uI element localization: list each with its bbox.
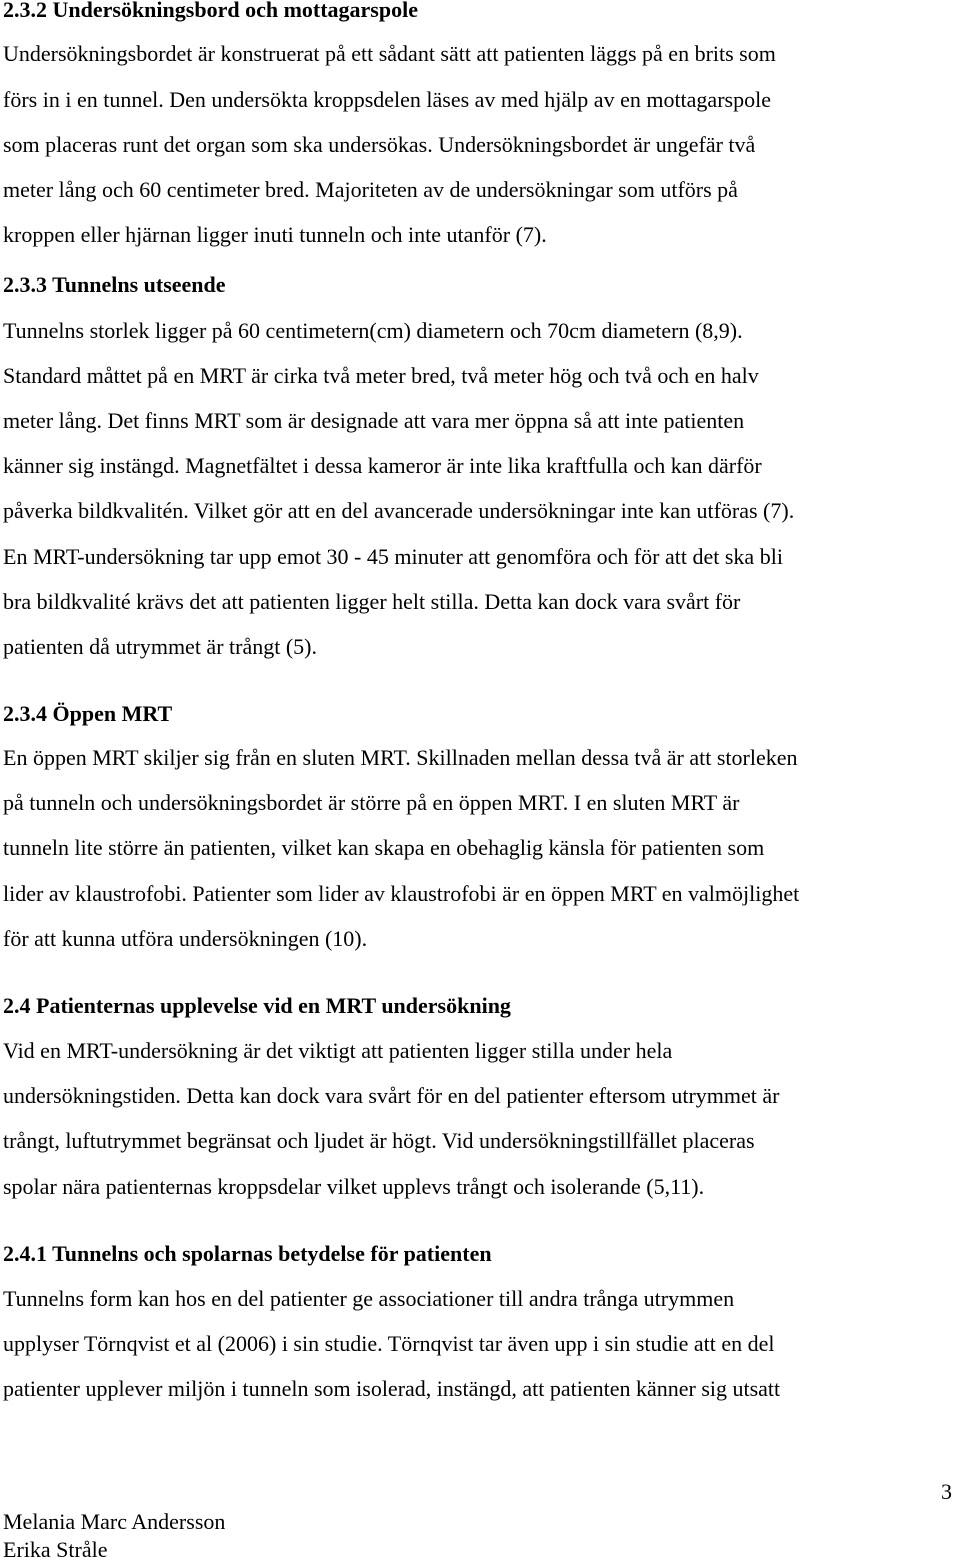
body-line: patienter upplever miljön i tunneln som isolerad, instängd, att patienten känner sig utsatt [3, 1376, 781, 1401]
heading-2-3-2: 2.3.2 Undersökningsbord och mottagarspole [3, 0, 418, 22]
body-line: känner sig instängd. Magnetfältet i dessa kameror är inte lika kraftfulla och kan därför [3, 453, 762, 478]
body-line: spolar nära patienternas kroppsdelar vilket upplevs trångt och isolerande (5,11). [3, 1174, 705, 1199]
body-line: Undersökningsbordet är konstruerat på ett sådant sätt att patienten läggs på en brits som [3, 41, 776, 66]
page-number: 3 [941, 1479, 952, 1504]
body-line: bra bildkvalité krävs det att patienten ligger helt stilla. Detta kan dock vara svårt för [3, 589, 741, 614]
body-line: lider av klaustrofobi. Patienter som lider av klaustrofobi är en öppen MRT en valmöjlighet [3, 881, 800, 906]
body-line: meter lång och 60 centimeter bred. Majoriteten av de undersökningar som utförs på [3, 177, 738, 202]
heading-2-3-3: 2.3.3 Tunnelns utseende [3, 272, 226, 297]
body-line: för att kunna utföra undersökningen (10). [3, 926, 368, 951]
heading-2-4: 2.4 Patienternas upplevelse vid en MRT undersökning [3, 993, 511, 1018]
heading-2-3-4: 2.3.4 Öppen MRT [3, 701, 173, 726]
body-line: på tunneln och undersökningsbordet är större på en öppen MRT. I en sluten MRT är [3, 790, 740, 815]
footer-author-1: Melania Marc Andersson [3, 1509, 226, 1534]
footer-author-2: Erika Stråle [3, 1537, 108, 1562]
body-line: meter lång. Det finns MRT som är designade att vara mer öppna så att inte patienten [3, 408, 745, 433]
body-line: patienten då utrymmet är trångt (5). [3, 634, 317, 659]
body-line: Tunnelns storlek ligger på 60 centimetern(cm) diametern och 70cm diametern (8,9). [3, 318, 743, 343]
body-line: tunneln lite större än patienten, vilket kan skapa en obehaglig känsla för patienten som [3, 835, 765, 860]
body-line: förs in i en tunnel. Den undersökta kroppsdelen läses av med hjälp av en mottagarspole [3, 87, 771, 112]
body-line: trångt, luftutrymmet begränsat och ljudet är högt. Vid undersökningstillfället placeras [3, 1128, 755, 1153]
body-line: Standard måttet på en MRT är cirka två meter bred, två meter hög och två och en halv [3, 363, 759, 388]
body-line: kroppen eller hjärnan ligger inuti tunneln och inte utanför (7). [3, 222, 547, 247]
body-line: påverka bildkvalitén. Vilket gör att en del avancerade undersökningar inte kan utföras (7). [3, 498, 795, 523]
body-line: En MRT-undersökning tar upp emot 30 - 45 minuter att genomföra och för att det ska bli [3, 544, 783, 569]
body-line: Vid en MRT-undersökning är det viktigt att patienten ligger stilla under hela [3, 1038, 673, 1063]
body-line: Tunnelns form kan hos en del patienter ge associationer till andra trånga utrymmen [3, 1286, 735, 1311]
heading-2-4-1: 2.4.1 Tunnelns och spolarnas betydelse för patienten [3, 1241, 492, 1266]
body-line: upplyser Törnqvist et al (2006) i sin studie. Törnqvist tar även upp i sin studie att en del [3, 1331, 775, 1356]
body-line: En öppen MRT skiljer sig från en sluten MRT. Skillnaden mellan dessa två är att storleken [3, 745, 798, 770]
body-line: undersökningstiden. Detta kan dock vara svårt för en del patienter eftersom utrymmet är [3, 1083, 780, 1108]
body-line: som placeras runt det organ som ska undersökas. Undersökningsbordet är ungefär två [3, 132, 756, 157]
